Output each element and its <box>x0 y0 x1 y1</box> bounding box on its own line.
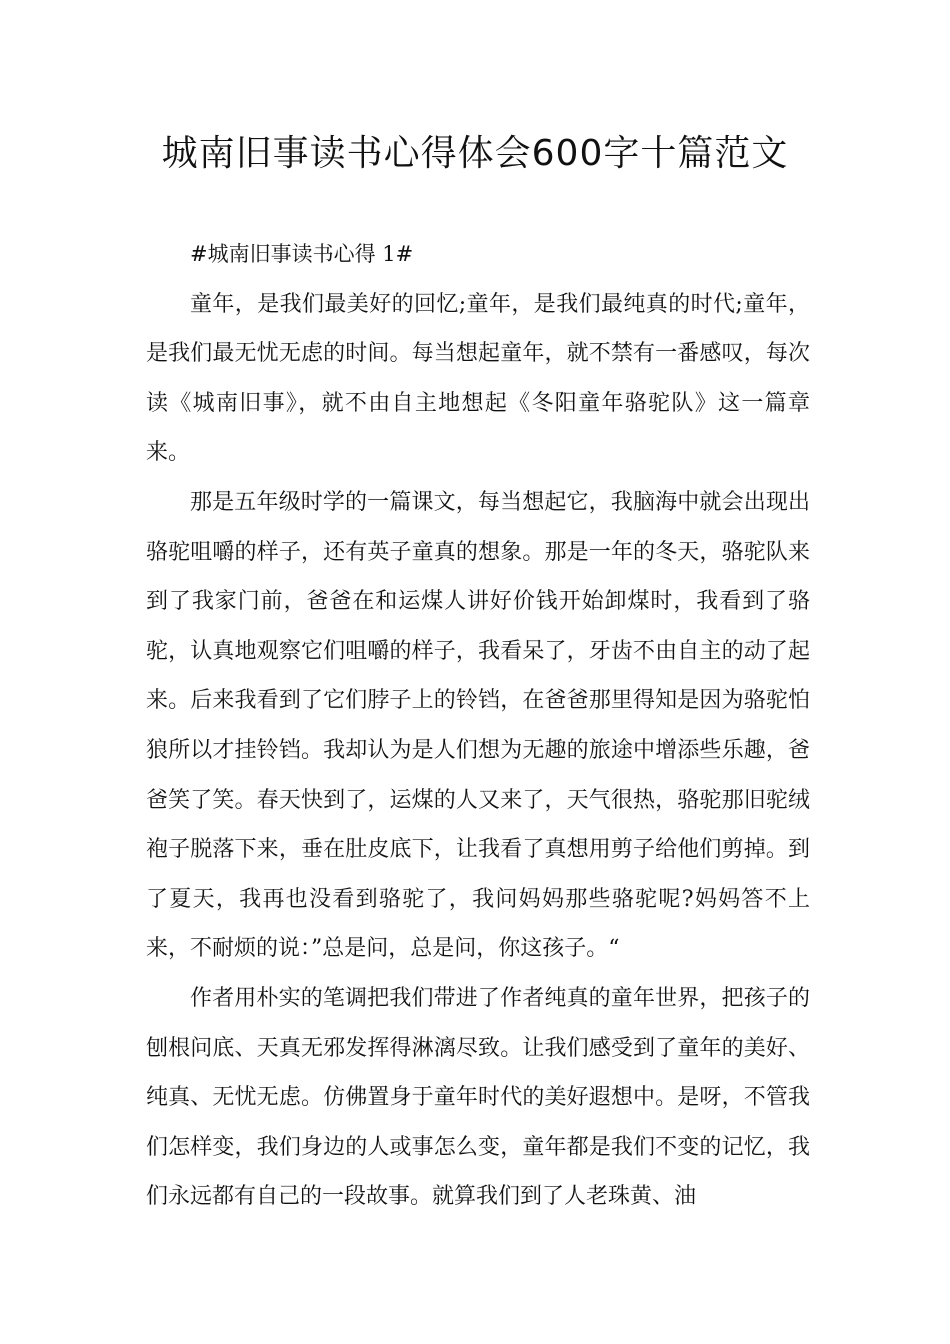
section-heading: #城南旧事读书心得 1# <box>190 242 414 266</box>
paragraph-2: 那是五年级时学的一篇课文，每当想起它，我脑海中就会出现出骆驼咀嚼的样子，还有英子童真的想象。那是一年的冬天，骆驼队来到了我家门前，爸爸在和运煤人讲好价钱开始卸煤时，我看到了骆驼，认真地观察它们咀嚼的样子，我看呆了，牙齿不由自主的动了起来。后来我看到了它们脖子上的铃铛，在爸爸那里得知是因为骆驼怕狼所以才挂铃铛。我却认为是人们想为无趣的旅途中增添些乐趣，爸爸笑了笑。春天快到了，运煤的人又来了，天气很热，骆驼那旧驼绒袍子脱落下来，垂在肚皮底下，让我看了真想用剪子给他们剪掉。到了夏天，我再也没看到骆驼了，我问妈妈那些骆驼呢?妈妈答不上来，不耐烦的说：”总是问，总是问，你这孩子。“ <box>146 489 810 962</box>
paragraph-1: 童年，是我们最美好的回忆;童年，是我们最纯真的时代;童年，是我们最无忧无虑的时间。每当想起童年，就不禁有一番感叹，每次读《城南旧事》，就不由自主地想起《冬阳童年骆驼队》这一篇章来。 <box>146 291 810 466</box>
document-title: 城南旧事读书心得体会600字十篇范文 <box>161 133 789 174</box>
document-body <box>146 230 810 1222</box>
paragraph-3: 作者用朴实的笔调把我们带进了作者纯真的童年世界，把孩子的刨根问底、天真无邪发挥得淋漓尽致。让我们感受到了童年的美好、纯真、无忧无虑。仿佛置身于童年时代的美好遐想中。是呀，不管我们怎样变，我们身边的人或事怎么变，童年都是我们不变的记忆，我们永远都有自己的一段故事。就算我们到了人老珠黄、油 <box>146 985 810 1210</box>
